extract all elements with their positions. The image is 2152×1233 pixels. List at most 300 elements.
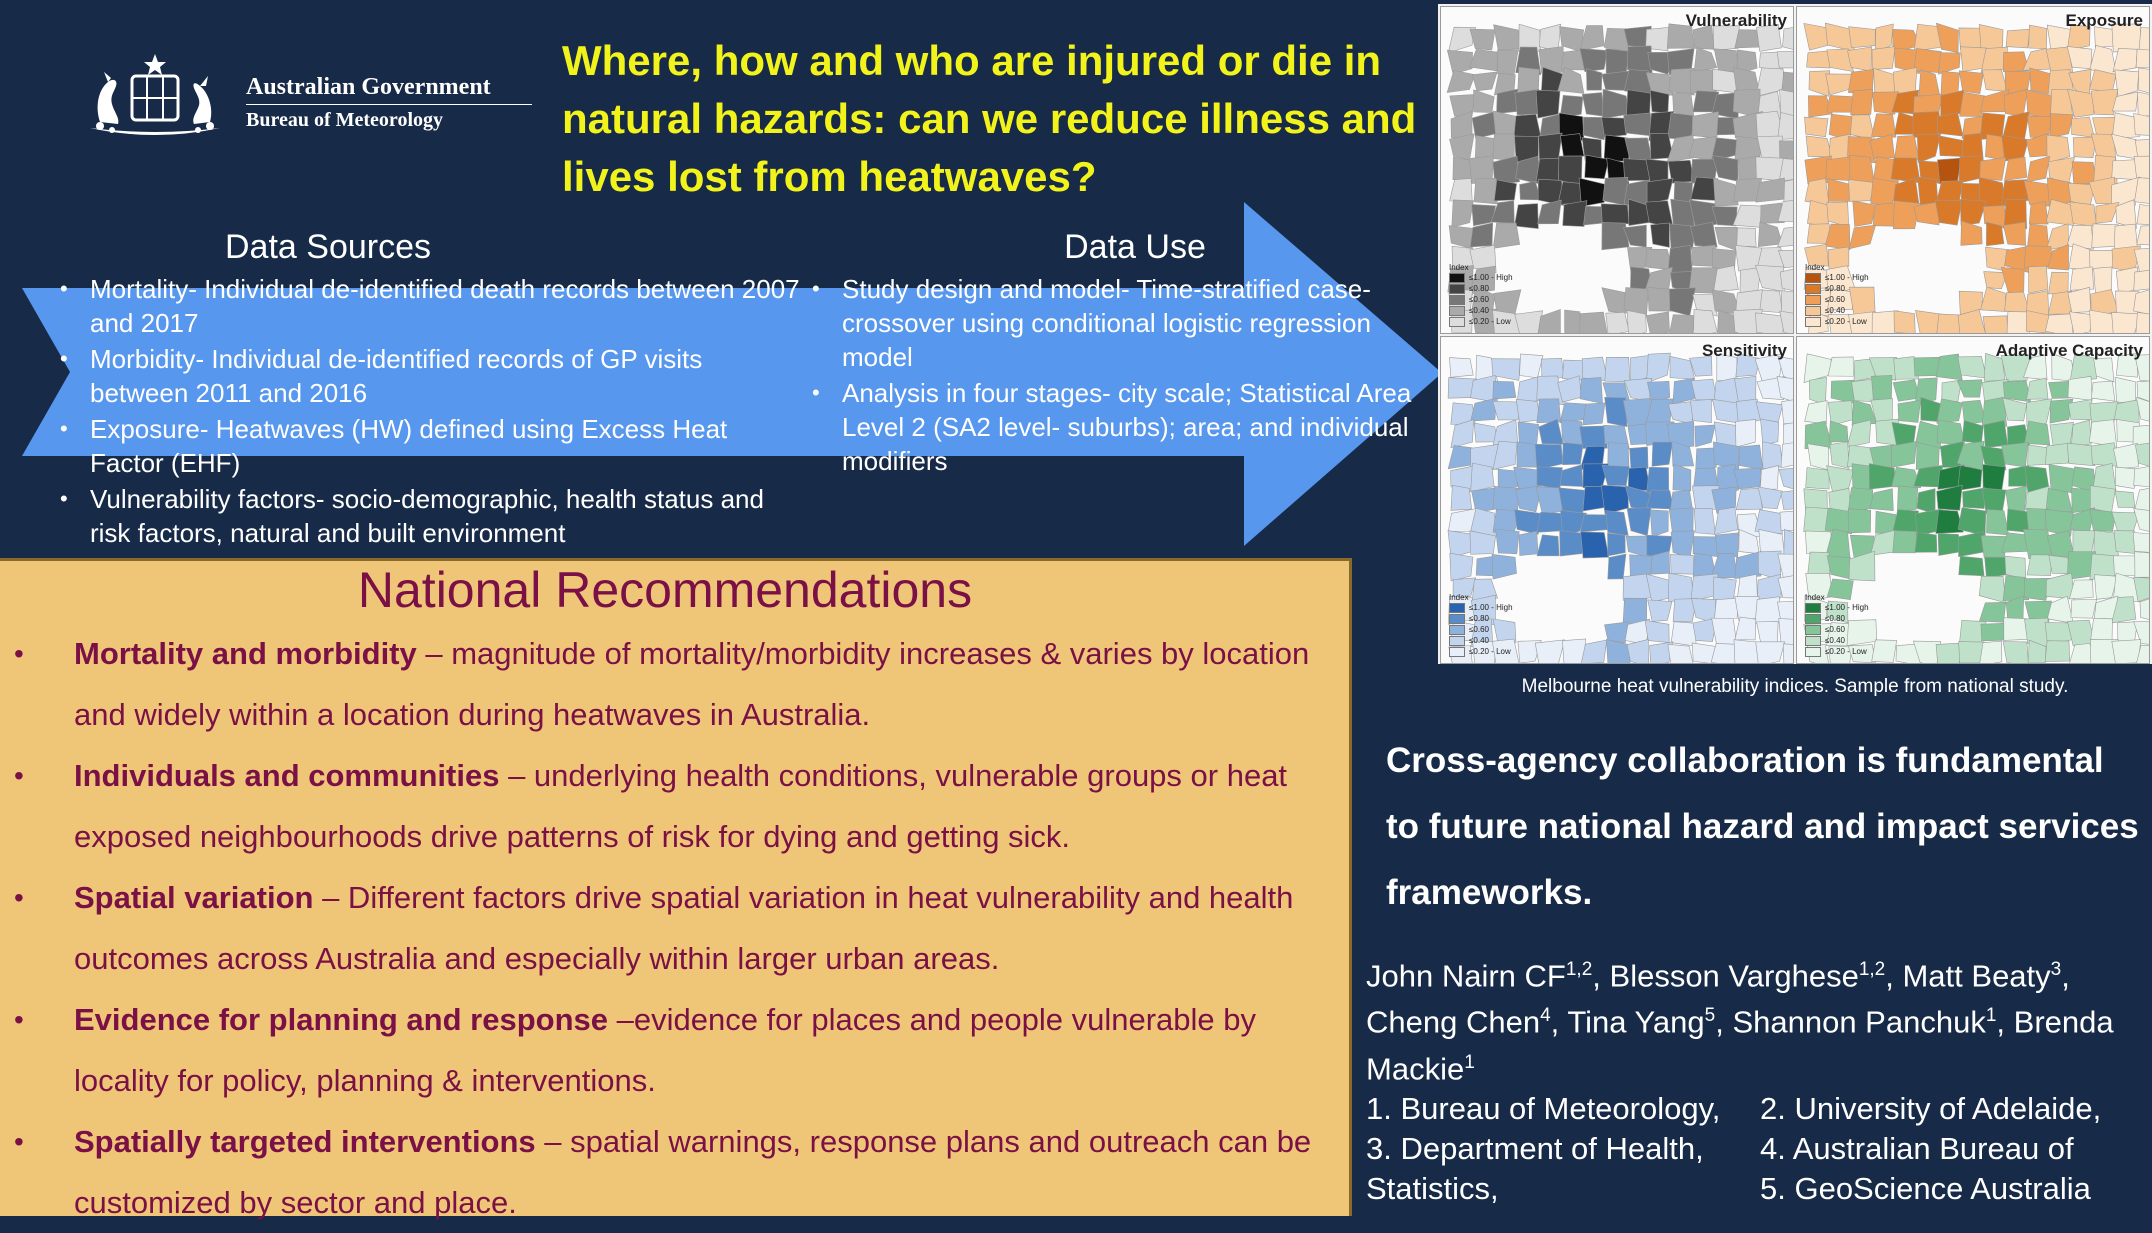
map-region [1580, 377, 1602, 403]
map-region [1804, 23, 1829, 50]
map-region [1828, 357, 1853, 376]
map-region [2067, 443, 2095, 466]
map-region [1872, 640, 1897, 663]
map-region [1694, 48, 1717, 73]
map-region [1979, 576, 2005, 603]
map-region [1602, 222, 1629, 249]
map-region [1937, 158, 1961, 183]
map-region [2023, 529, 2051, 558]
map-region [1805, 178, 1829, 205]
map-region [1586, 69, 1602, 90]
map-region [1735, 376, 1756, 403]
legend-swatch [1449, 625, 1465, 635]
legend-row [1805, 613, 1869, 624]
map-region [1493, 381, 1516, 399]
map-region [1670, 554, 1693, 574]
map-region [2030, 68, 2051, 95]
legend-label: ≤1.00 - High [1825, 603, 1869, 612]
map-region [1781, 441, 1793, 467]
map-region [1451, 485, 1472, 510]
map-region [1870, 489, 1894, 511]
map-region [2067, 225, 2094, 249]
author-name: Blesson Varghese [1609, 958, 1859, 994]
legend-label: ≤0.80 [1825, 284, 1845, 293]
legend-row [1805, 624, 1869, 635]
map-region [2048, 272, 2068, 294]
map-region [1849, 225, 1876, 249]
map-region [1782, 398, 1793, 424]
map-region [1831, 380, 1854, 403]
map-region [2049, 464, 2075, 492]
map-region [1712, 618, 1737, 647]
map-region [1606, 49, 1629, 74]
map-region [1870, 445, 1894, 467]
map-region [1714, 178, 1739, 206]
map-region [2137, 225, 2149, 245]
map-region [1827, 202, 1849, 227]
map-region [1470, 29, 1495, 50]
affiliation: 4. Australian Bureau of [1760, 1130, 2074, 1166]
map-panel [1796, 6, 2150, 334]
legend-swatch [1805, 317, 1821, 327]
map-region [2112, 640, 2141, 663]
map-region [1936, 510, 1964, 534]
legend-row [1805, 305, 1869, 316]
legend-row [1805, 272, 1869, 283]
recommendation-text: – underlying health conditions, vulnerable groups or heat exposed neighbourhoods drive patterns of risk for dying and getting sick. [74, 758, 1288, 854]
map-region [1919, 70, 1940, 96]
legend-swatch [1805, 295, 1821, 305]
legend-swatch [1805, 603, 1821, 613]
map-region [1602, 288, 1627, 314]
map-region [1711, 643, 1737, 663]
map-region [1449, 226, 1473, 249]
author-affiliation-index: 1 [1985, 1005, 1997, 1027]
map-region [1535, 444, 1563, 470]
author-name: Brenda Mackie [1366, 1004, 2114, 1086]
bullet-icon: • [14, 638, 24, 669]
legend-label: ≤0.20 - Low [1825, 647, 1867, 656]
map-region [1493, 111, 1517, 137]
map-region [1690, 222, 1717, 247]
map-title: Exposure [2065, 11, 2143, 30]
map-region [1712, 399, 1739, 423]
map-region [2029, 266, 2048, 293]
map-region [1652, 442, 1673, 466]
map-region [1849, 179, 1875, 201]
map-region [1519, 531, 1538, 555]
map-legend [1449, 593, 1513, 657]
map-region [1651, 223, 1670, 247]
map-region [1871, 114, 1896, 137]
map-region [1647, 467, 1669, 492]
map-title: Adaptive Capacity [1995, 341, 2143, 360]
recommendations-list [14, 623, 1334, 1233]
map-panel [1440, 336, 1794, 664]
map-region [1492, 554, 1517, 579]
legend-label: ≤1.00 - High [1469, 273, 1513, 282]
map-region [1739, 445, 1763, 470]
map-region [1668, 573, 1693, 602]
map-region [1848, 47, 1872, 71]
map-region [1806, 136, 1832, 157]
author-affiliation-index: 1 [1464, 1051, 1475, 1073]
map-region [1734, 468, 1761, 489]
map-region [1585, 155, 1609, 179]
map-region [1536, 487, 1562, 514]
legend-label: ≤0.40 [1825, 636, 1845, 645]
affiliation: 2. University of Adelaide, [1760, 1090, 2102, 1126]
legend-row [1449, 624, 1513, 635]
map-region [1474, 178, 1497, 204]
map-region [1601, 204, 1629, 225]
map-region [2002, 442, 2028, 467]
legend-swatch [1805, 273, 1821, 283]
data-use-heading: Data Use [1064, 228, 1206, 266]
map-region [1808, 444, 1829, 470]
map-region [2027, 378, 2048, 399]
map-region [2029, 202, 2048, 225]
map-region [1962, 420, 1983, 443]
legend-swatch [1449, 295, 1465, 305]
map-region [1761, 419, 1779, 445]
map-region [1536, 90, 1560, 118]
legend-swatch [1449, 284, 1465, 294]
map-region [1939, 136, 1965, 157]
legend-label: ≤0.60 [1469, 295, 1489, 304]
map-region [1805, 401, 1828, 424]
map-region [1559, 488, 1586, 514]
map-region [1736, 488, 1762, 510]
map-region [1496, 529, 1520, 554]
map-region [2069, 580, 2093, 599]
recommendation-title: Spatially targeted interventions [74, 1124, 536, 1159]
map-region [2139, 28, 2149, 53]
map-region [1850, 155, 1875, 183]
map-region [1520, 181, 1541, 200]
map-region [1583, 403, 1605, 425]
map-region [1869, 464, 1895, 490]
map-region [1983, 464, 2006, 491]
map-region [1535, 640, 1564, 663]
map-region [1493, 401, 1520, 420]
map-region [1605, 357, 1630, 382]
legend-label: ≤0.80 [1825, 614, 1845, 623]
map-region [1829, 421, 1848, 442]
map-region [1891, 158, 1920, 183]
map-legend [1449, 263, 1513, 327]
legend-label: ≤1.00 - High [1825, 273, 1869, 282]
map-region [1494, 25, 1520, 50]
map-region [1601, 485, 1628, 514]
legend-label: ≤0.20 - Low [1825, 317, 1867, 326]
collaboration-statement: Cross-agency collaboration is fundamental to future national hazard and impact services frameworks. [1386, 741, 2139, 912]
map-region [2002, 112, 2029, 140]
affiliation: 5. GeoScience Australia [1760, 1170, 2091, 1206]
map-region [1472, 204, 1496, 225]
map-region [1563, 443, 1583, 465]
legend-row [1805, 635, 1869, 646]
map-region [1624, 113, 1653, 136]
map-region [2134, 269, 2149, 291]
data-sources-heading: Data Sources [225, 228, 431, 266]
map-region [2045, 641, 2070, 662]
map-region [1830, 442, 1849, 469]
map-region [1983, 316, 2008, 333]
map-region [1580, 48, 1608, 71]
legend-label: ≤0.40 [1469, 306, 1489, 315]
legend-label: ≤0.40 [1825, 306, 1845, 315]
legend-swatch [1805, 284, 1821, 294]
list-item: • Analysis in four stages- city scale; Statistical Area Level 2 (SA2 level- suburbs); area; and individual modifiers [812, 376, 1442, 478]
legend-title: Index [1449, 593, 1469, 602]
legend-row [1449, 635, 1513, 646]
legend-row [1805, 646, 1869, 657]
map-region [1630, 447, 1648, 469]
map-region [2068, 399, 2093, 419]
map-region [1627, 639, 1649, 663]
map-region [1447, 70, 1475, 92]
recommendation-item [14, 867, 1334, 989]
map-region [1646, 312, 1669, 333]
legend-row [1805, 283, 1869, 294]
affiliation-row [1366, 1129, 2152, 1169]
map-region [1472, 72, 1497, 91]
map-region [1898, 400, 1921, 422]
map-region [1696, 448, 1717, 470]
map-region [1580, 26, 1604, 51]
map-panel [1440, 6, 1794, 334]
map-region [2047, 596, 2073, 623]
legend-swatch [1449, 614, 1465, 624]
map-region [1851, 89, 1873, 114]
map-region [1450, 553, 1473, 581]
map-region [1516, 399, 1539, 422]
map-region [1560, 465, 1583, 487]
map-legend [1805, 263, 1869, 327]
legend-swatch [1449, 306, 1465, 316]
map-region [1917, 134, 1940, 163]
logo-divider [246, 104, 532, 105]
map-region [2134, 465, 2149, 488]
map-region [1735, 551, 1762, 578]
map-region [1957, 380, 1982, 398]
map-region [1985, 557, 2008, 577]
map-region [1915, 532, 1937, 552]
legend-label: ≤0.60 [1825, 295, 1845, 304]
legend-label: ≤0.60 [1825, 625, 1845, 634]
map-region [1938, 53, 1960, 75]
map-region [2134, 113, 2149, 136]
map-region [2115, 377, 2135, 402]
map-region [1608, 554, 1626, 579]
map-region [2068, 376, 2092, 400]
map-region [1627, 311, 1646, 333]
map-region [1959, 556, 1984, 576]
map-region [1717, 464, 1738, 490]
map-region [1695, 425, 1715, 447]
list-item: • Vulnerability factors- socio-demographic, health status and risk factors, natural and built environment [60, 482, 800, 550]
map-region [1645, 620, 1669, 642]
map-region [1986, 509, 2008, 535]
map-region [2135, 139, 2149, 157]
map-region [1755, 597, 1781, 624]
legend-row [1449, 294, 1513, 305]
map-region [1986, 222, 2004, 246]
map-region [1539, 419, 1563, 444]
map-region [1469, 49, 1497, 71]
recommendation-title: Evidence for planning and response [74, 1002, 608, 1037]
map-region [1519, 354, 1542, 378]
map-region [1673, 378, 1695, 404]
map-region [1514, 114, 1541, 137]
map-region [1959, 532, 1984, 557]
data-use-list [812, 272, 1442, 480]
map-region [1960, 199, 1986, 225]
map-region [1581, 532, 1609, 558]
list-item: • Morbidity- Individual de-identified records of GP visits between 2011 and 2016 [60, 342, 800, 410]
map-region [1784, 177, 1793, 202]
bullet-icon: • [14, 1004, 24, 1035]
legend-row [1805, 316, 1869, 327]
map-region [1735, 419, 1755, 447]
map-region [1648, 600, 1672, 622]
map-region [1804, 354, 1831, 383]
recommendation-item [14, 745, 1334, 867]
map-region [1935, 200, 1962, 225]
map-region [2114, 224, 2137, 249]
map-region [1690, 399, 1711, 422]
legend-row [1449, 602, 1513, 613]
legend-title: Index [1805, 263, 1825, 272]
map-region [1825, 508, 1852, 534]
recommendation-text: – magnitude of mortality/morbidity increases & varies by location and widely within a location during heatwaves in Australia. [74, 636, 1310, 732]
map-region [1760, 466, 1778, 490]
map-region [1692, 112, 1718, 138]
map-region [2096, 202, 2119, 223]
map-region [1779, 141, 1793, 159]
map-region [1809, 377, 1826, 404]
author-affiliation-index: 1,2 [1858, 959, 1886, 980]
map-region [2070, 202, 2097, 227]
legend-swatch [1449, 317, 1465, 327]
author-name: Tina Yang [1567, 1004, 1705, 1040]
map-region [1756, 313, 1785, 333]
map-region [1580, 515, 1609, 532]
map-region [1914, 357, 1939, 376]
map-region [1538, 200, 1562, 224]
map-region [1671, 531, 1694, 558]
map-region [1916, 442, 1939, 469]
map-region [1780, 510, 1793, 530]
affiliation-row [1366, 1169, 2152, 1209]
map-region [1850, 115, 1874, 140]
map-region [1783, 644, 1793, 663]
map-region [1827, 95, 1855, 112]
map-region [1979, 602, 2005, 622]
bullet-icon: • [14, 760, 24, 791]
map-region [1755, 265, 1784, 291]
legend-swatch [1805, 625, 1821, 635]
map-region [1602, 89, 1629, 119]
recommendation-item [14, 1111, 1334, 1233]
map-region [1805, 117, 1828, 137]
map-region [1853, 201, 1877, 227]
map-region [2137, 204, 2149, 224]
bullet-icon: • [14, 882, 24, 913]
map-caption: Melbourne heat vulnerability indices. Sample from national study. [1521, 676, 2069, 697]
map-region [2091, 381, 2115, 401]
map-region [2027, 156, 2050, 182]
map-region [1673, 464, 1691, 491]
legend-swatch [1449, 636, 1465, 646]
map-region [1603, 177, 1628, 205]
list-item: • Exposure- Heatwaves (HW) defined using Excess Heat Factor (EHF) [60, 412, 800, 480]
author-affiliation-index: 1,2 [1565, 959, 1593, 980]
map-region [2050, 114, 2073, 138]
map-region [1474, 90, 1495, 113]
map-region [1777, 51, 1793, 67]
map-region [2133, 532, 2149, 553]
author-affiliation-index: 4 [1540, 1005, 1551, 1027]
legend-label: ≤0.20 - Low [1469, 647, 1511, 656]
map-region [1897, 486, 1917, 512]
legend-swatch [1449, 273, 1465, 283]
map-region [1470, 223, 1492, 247]
map-region [1806, 467, 1829, 489]
map-title: Vulnerability [1685, 11, 1787, 30]
map-region [1627, 46, 1652, 74]
map-region [1827, 466, 1854, 493]
map-region [2071, 599, 2097, 618]
map-region [1735, 617, 1756, 640]
map-region [2113, 443, 2138, 468]
legend-swatch [1805, 614, 1821, 624]
map-region [2006, 29, 2030, 48]
map-region [1668, 644, 1693, 663]
recommendations-panel [0, 558, 1352, 1220]
legend-label: ≤0.60 [1469, 625, 1489, 634]
map-region [1450, 178, 1473, 201]
map-region [1606, 639, 1630, 663]
legend-row [1449, 305, 1513, 316]
map-region [1579, 312, 1607, 333]
map-region [2025, 421, 2050, 445]
map-region [1514, 204, 1538, 229]
map-region [1894, 311, 1915, 333]
map-region [1668, 113, 1694, 140]
map-region [1960, 92, 1986, 116]
map-region [1848, 509, 1871, 533]
legend-swatch [1805, 306, 1821, 316]
map-region [1627, 508, 1651, 536]
map-region [1608, 533, 1626, 556]
map-region [2046, 199, 2073, 225]
map-region [1715, 227, 1738, 251]
map-region [1779, 467, 1793, 491]
bullet-icon: • [14, 1126, 24, 1157]
author-names: John Nairn CF$^{1,2}$, Blesson Varghese$^{1,2}$, Matt Beaty$^3$, Cheng Chen$^4$, Tina Yang$^5$, Shannon Panchuk$^1$, Brenda Mackie$^1$ [1366, 958, 2114, 1086]
map-region [2136, 49, 2149, 68]
author-name: John Nairn CF [1366, 958, 1566, 994]
map-region [1647, 490, 1674, 509]
map-region [1893, 531, 1917, 553]
map-region [1914, 48, 1941, 72]
map-region [1871, 178, 1898, 206]
map-region [1493, 223, 1520, 248]
map-region [1563, 201, 1587, 227]
map-region [1980, 158, 2006, 181]
